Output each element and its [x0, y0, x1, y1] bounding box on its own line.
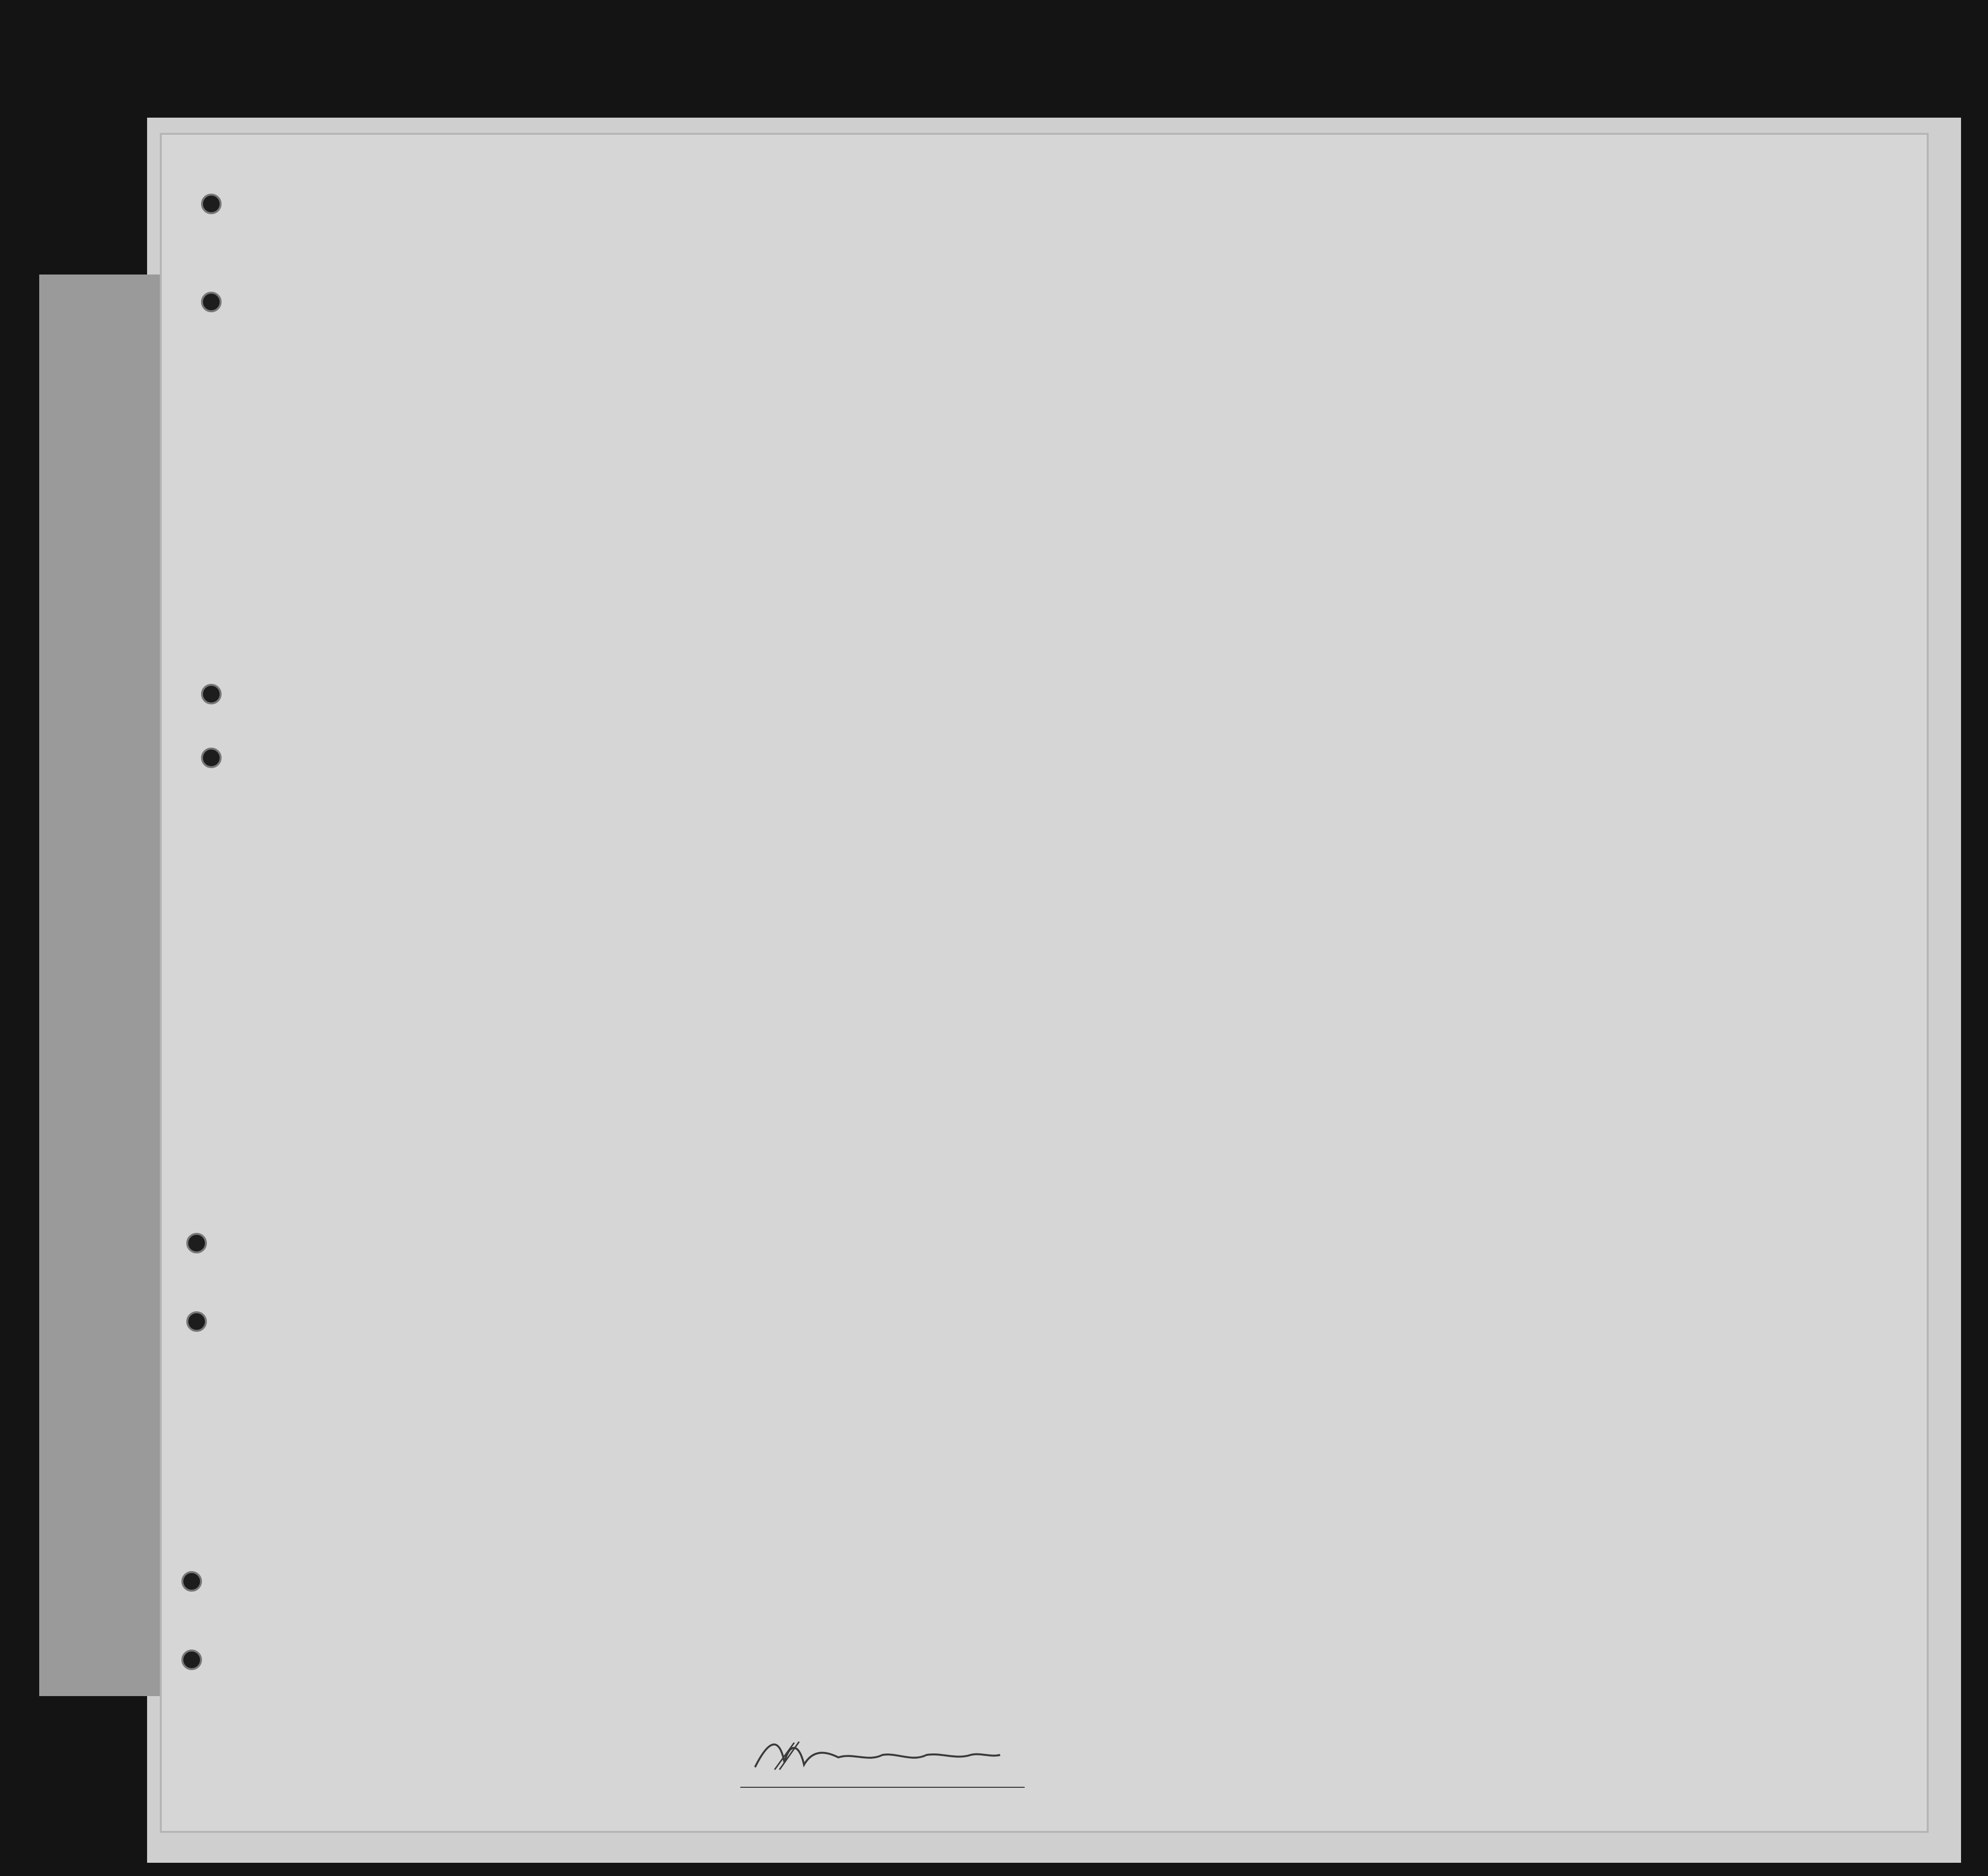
inspector-signature — [750, 1733, 1005, 1777]
table-grid — [162, 135, 1927, 1831]
manifest-page — [162, 135, 1927, 1831]
signature-line — [740, 1787, 1025, 1788]
